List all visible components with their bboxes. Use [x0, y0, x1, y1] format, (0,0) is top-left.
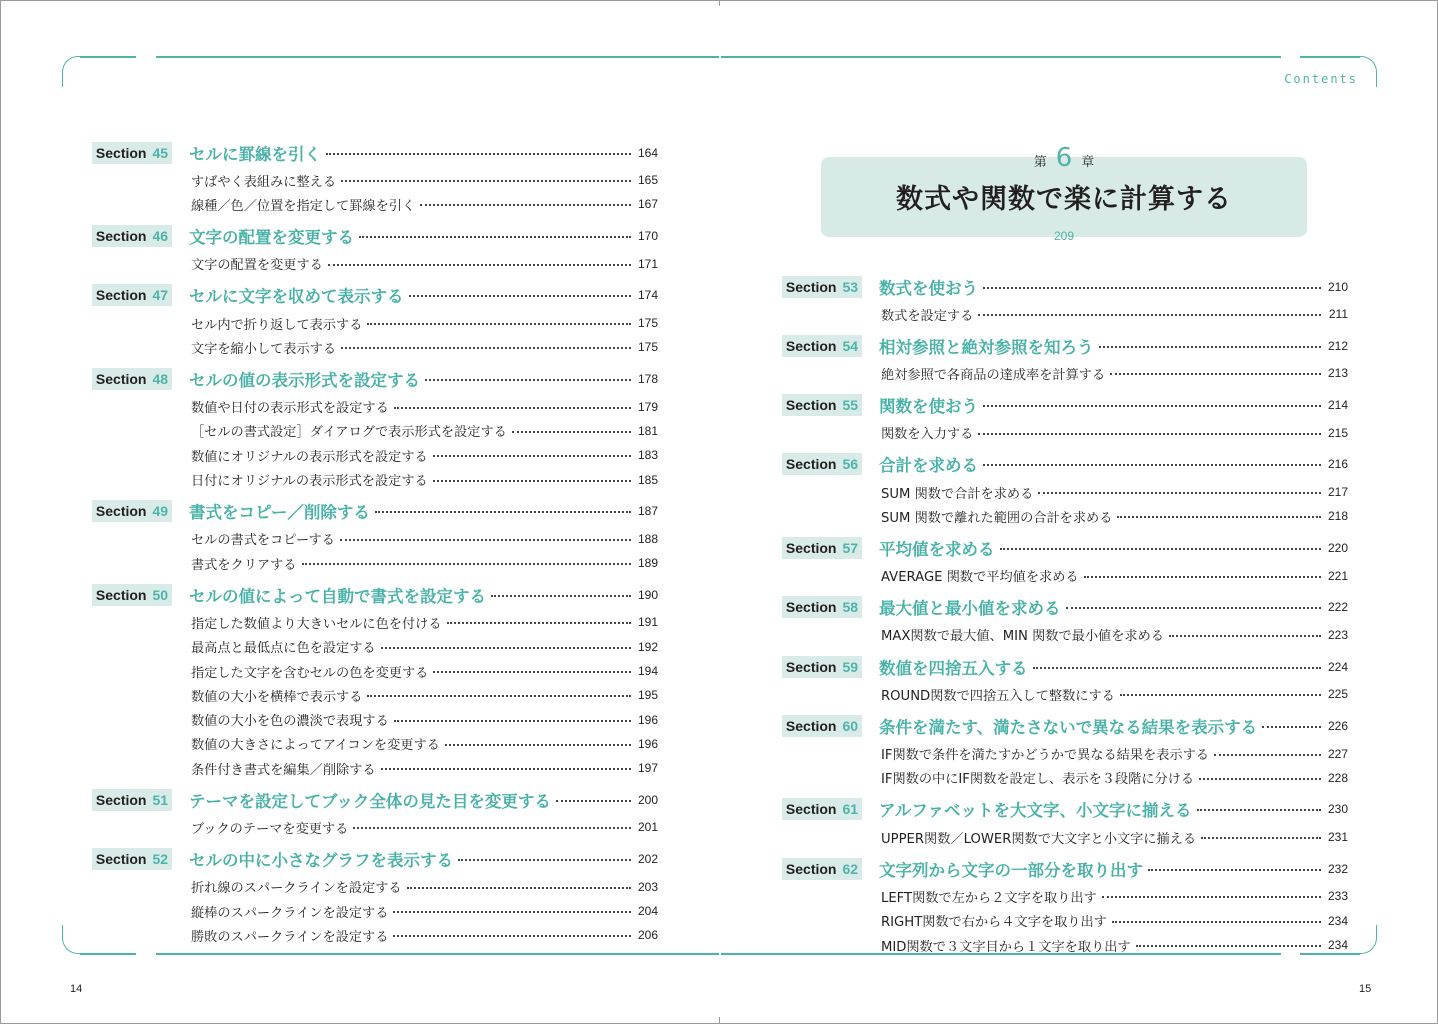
- corner-top-left: [62, 56, 89, 87]
- section-number: 45: [152, 144, 169, 161]
- item-page: 204: [637, 904, 658, 919]
- item-page: 188: [637, 531, 658, 546]
- dot-leader: [1199, 778, 1321, 780]
- toc-item-row[interactable]: [782, 682, 1348, 706]
- toc-item-row[interactable]: [782, 741, 1348, 765]
- item-page: 211: [1328, 307, 1348, 322]
- section-badge: [782, 335, 862, 357]
- toc-item-row[interactable]: [782, 563, 1348, 587]
- toc-section-row[interactable]: [92, 363, 658, 394]
- section-title: 合計を求める: [879, 456, 978, 476]
- item-title: 勝敗のスパークラインを設定する: [191, 929, 389, 945]
- dot-leader: [341, 180, 631, 182]
- section-page: 232: [1327, 861, 1348, 876]
- section-number: 46: [152, 228, 169, 245]
- section-page: 178: [637, 371, 658, 386]
- section-page: 210: [1327, 279, 1348, 294]
- bottom-rule-left-short: [80, 953, 136, 955]
- dot-leader: [393, 935, 631, 937]
- dot-leader: [433, 455, 631, 457]
- dot-leader: [359, 236, 631, 238]
- section-title: 数式を使おう: [879, 278, 978, 298]
- top-rule-left-short: [80, 56, 136, 58]
- item-page: 175: [637, 316, 658, 331]
- section-word: Section: [785, 397, 837, 414]
- section-badge: [92, 284, 172, 306]
- toc-item-row[interactable]: [92, 335, 658, 359]
- toc-item-row[interactable]: [92, 923, 658, 947]
- section-badge: [92, 142, 172, 164]
- section-number: 55: [842, 397, 859, 414]
- dot-leader: [394, 720, 631, 722]
- item-page: 225: [1327, 687, 1348, 702]
- item-page: 165: [637, 173, 658, 188]
- item-title: ROUND関数で四捨五入して整数にする: [881, 688, 1115, 704]
- dot-leader: [983, 405, 1321, 407]
- toc-section-row[interactable]: [782, 271, 1348, 302]
- section-page: 222: [1327, 600, 1348, 615]
- toc-item-row[interactable]: [782, 623, 1348, 647]
- item-title: すばやく表組みに整える: [191, 174, 337, 190]
- section-page: 164: [637, 145, 658, 160]
- section-word: Section: [785, 658, 837, 675]
- item-title: 日付にオリジナルの表示形式を設定する: [191, 474, 428, 490]
- section-number: 58: [842, 599, 859, 616]
- item-page: 233: [1327, 889, 1348, 904]
- item-page: 223: [1327, 627, 1348, 642]
- toc-item-row[interactable]: [782, 361, 1348, 385]
- dot-leader: [407, 887, 631, 889]
- item-title: 最高点と最低点に色を設定する: [191, 641, 376, 657]
- section-page: 220: [1327, 540, 1348, 555]
- item-title: 数式を設定する: [881, 308, 974, 324]
- item-title: MID関数で３文字目から１文字を取り出す: [881, 939, 1131, 955]
- toc-item-row[interactable]: [92, 168, 658, 192]
- section-title: 最大値と最小値を求める: [879, 599, 1061, 619]
- dot-leader: [1197, 809, 1321, 811]
- dot-leader: [1201, 837, 1321, 839]
- dot-leader: [491, 595, 631, 597]
- item-page: 227: [1327, 746, 1348, 761]
- chapter-label: [821, 143, 1307, 173]
- page-number-left: 14: [70, 983, 83, 995]
- dot-leader: [433, 480, 631, 482]
- section-word: Section: [785, 599, 837, 616]
- item-page: 179: [637, 399, 658, 414]
- section-title: テーマを設定してブック全体の見た目を変更する: [189, 791, 551, 811]
- section-page: 200: [637, 792, 658, 807]
- item-title: MAX関数で最大値、MIN 関数で最小値を求める: [881, 629, 1164, 645]
- section-number: 47: [152, 287, 169, 304]
- item-title: 文字を縮小して表示する: [191, 341, 337, 357]
- section-number: 51: [152, 791, 169, 808]
- toc-item-row[interactable]: [92, 419, 658, 443]
- section-badge: [92, 584, 172, 606]
- section-word: Section: [785, 278, 837, 295]
- toc-item-row[interactable]: [92, 659, 658, 683]
- dot-leader: [1136, 945, 1321, 947]
- page-number-right: 15: [1359, 983, 1372, 995]
- toc-section-row[interactable]: [782, 592, 1348, 623]
- chapter-title: 数式や関数で楽に計算する: [896, 184, 1232, 215]
- item-title: IF関数で条件を満たすかどうかで異なる結果を表示する: [881, 748, 1209, 764]
- dot-leader: [409, 295, 632, 297]
- item-title: UPPER関数／LOWER関数で大文字と小文字に揃える: [881, 831, 1197, 847]
- section-badge: [782, 596, 862, 618]
- dot-leader: [367, 695, 631, 697]
- toc-item-row[interactable]: [782, 480, 1348, 504]
- section-badge: [92, 848, 172, 870]
- dot-leader: [1033, 667, 1322, 669]
- toc-item-row[interactable]: [782, 504, 1348, 528]
- section-number: 56: [842, 456, 859, 473]
- toc-item-row[interactable]: [782, 766, 1348, 790]
- toc-section-row[interactable]: [782, 710, 1348, 741]
- section-title: セルに文字を収めて表示する: [189, 287, 404, 307]
- toc-left-column: [92, 137, 658, 948]
- toc-item-row[interactable]: [782, 421, 1348, 445]
- section-number: 57: [842, 539, 859, 556]
- dot-leader: [447, 622, 631, 624]
- section-number: 54: [842, 337, 859, 354]
- toc-section-row[interactable]: [92, 496, 658, 527]
- section-badge: [782, 276, 862, 298]
- dot-leader: [1112, 921, 1321, 923]
- item-page: 234: [1327, 913, 1348, 928]
- item-page: 201: [637, 820, 658, 835]
- dot-leader: [340, 539, 631, 541]
- toc-item-row[interactable]: [92, 635, 658, 659]
- section-title: 相対参照と絶対参照を知ろう: [879, 337, 1094, 357]
- section-badge: [782, 858, 862, 880]
- item-title: ブックのテーマを変更する: [191, 821, 349, 837]
- item-page: 194: [637, 664, 658, 678]
- section-page: 170: [637, 229, 658, 244]
- dot-leader: [1117, 516, 1321, 518]
- item-page: 181: [637, 423, 658, 438]
- item-title: 絶対参照で各商品の達成率を計算する: [881, 367, 1106, 383]
- toc-item-row[interactable]: [782, 933, 1348, 957]
- section-badge: [782, 798, 862, 820]
- toc-item-row[interactable]: [92, 732, 658, 756]
- toc-section-row[interactable]: [782, 651, 1348, 682]
- toc-section-row[interactable]: [782, 853, 1348, 884]
- section-badge: [782, 537, 862, 559]
- section-word: Section: [785, 539, 837, 556]
- item-title: 数値や日付の表示形式を設定する: [191, 401, 389, 417]
- item-page: 206: [637, 928, 658, 943]
- dot-leader: [1084, 576, 1321, 578]
- toc-item-row[interactable]: [92, 875, 658, 899]
- toc-item-row[interactable]: [92, 683, 658, 707]
- item-title: SUM 関数で離れた範囲の合計を求める: [881, 510, 1113, 526]
- toc-item-row[interactable]: [92, 527, 658, 551]
- dot-leader: [983, 287, 1321, 289]
- item-title: 書式をクリアする: [191, 557, 297, 573]
- item-title: AVERAGE 関数で平均値を求める: [881, 570, 1079, 586]
- item-page: 221: [1327, 568, 1348, 583]
- item-title: LEFT関数で左から２文字を取り出す: [881, 890, 1097, 906]
- section-badge: [92, 368, 172, 390]
- dot-leader: [394, 407, 631, 409]
- toc-section-row[interactable]: [782, 449, 1348, 480]
- item-title: ［セルの書式設定］ダイアログで表示形式を設定する: [191, 425, 507, 441]
- toc-section-row[interactable]: [782, 794, 1348, 825]
- toc-item-row[interactable]: [92, 551, 658, 575]
- item-title: 縦棒のスパークラインを設定する: [191, 905, 389, 921]
- toc-item-row[interactable]: [92, 311, 658, 335]
- toc-item-row[interactable]: [782, 302, 1348, 326]
- dot-leader: [1038, 492, 1321, 494]
- item-page: 185: [637, 472, 658, 487]
- item-page: 203: [637, 879, 658, 894]
- item-title: セルの書式をコピーする: [191, 533, 335, 549]
- dot-leader: [1102, 896, 1321, 898]
- item-title: 数値にオリジナルの表示形式を設定する: [191, 449, 428, 465]
- item-title: 関数を入力する: [881, 427, 974, 443]
- dot-leader: [381, 647, 631, 649]
- toc-section-row[interactable]: [782, 532, 1348, 563]
- dot-leader: [326, 153, 631, 155]
- section-title: セルの値によって自動で書式を設定する: [189, 586, 486, 606]
- toc-right-column: [782, 271, 1348, 957]
- item-page: 215: [1327, 425, 1348, 440]
- dot-leader: [381, 768, 631, 770]
- item-title: RIGHT関数で右から４文字を取り出す: [881, 915, 1107, 931]
- toc-item-row[interactable]: [92, 252, 658, 276]
- toc-item-row[interactable]: [782, 884, 1348, 908]
- item-page: 183: [637, 448, 658, 463]
- section-badge: [782, 715, 862, 737]
- section-title: 文字列から文字の一部分を取り出す: [879, 860, 1143, 880]
- dot-leader: [393, 911, 631, 913]
- dot-leader: [1000, 548, 1322, 550]
- chapter-number: 6: [1055, 143, 1073, 173]
- item-title: 数値の大きさによってアイコンを変更する: [191, 738, 440, 754]
- dot-leader: [458, 859, 631, 861]
- toc-item-row[interactable]: [92, 443, 658, 467]
- dot-leader: [1169, 635, 1321, 637]
- item-title: IF関数の中にIF関数を設定し、表示を３段階に分ける: [881, 772, 1195, 788]
- toc-item-row[interactable]: [782, 909, 1348, 933]
- toc-section-row[interactable]: [92, 784, 658, 815]
- section-word: Section: [95, 370, 147, 387]
- item-title: セル内で折り返して表示する: [191, 317, 363, 333]
- item-title: 線種／色／位置を指定して罫線を引く: [191, 198, 416, 214]
- section-number: 48: [152, 370, 169, 387]
- item-page: 218: [1327, 509, 1348, 524]
- section-page: 216: [1327, 457, 1348, 472]
- dot-leader: [983, 464, 1321, 466]
- section-title: セルの中に小さなグラフを表示する: [189, 851, 453, 871]
- toc-section-row[interactable]: [92, 579, 658, 610]
- item-page: 192: [637, 639, 658, 654]
- item-page: 167: [637, 197, 658, 212]
- dot-leader: [353, 827, 631, 829]
- dot-leader: [978, 433, 1321, 435]
- section-word: Section: [95, 851, 147, 868]
- dot-leader: [1120, 694, 1321, 696]
- dot-leader: [978, 314, 1321, 316]
- section-title: 条件を満たす、満たさないで異なる結果を表示する: [879, 717, 1258, 737]
- item-page: 189: [637, 556, 658, 571]
- section-badge: [92, 225, 172, 247]
- dot-leader: [425, 379, 631, 381]
- crop-mark-top: [719, 0, 720, 6]
- dot-leader: [445, 744, 631, 746]
- section-number: 61: [842, 801, 859, 818]
- toc-item-row[interactable]: [92, 467, 658, 491]
- section-number: 62: [842, 860, 859, 877]
- section-word: Section: [95, 287, 147, 304]
- section-title: セルに罫線を引く: [189, 144, 321, 164]
- item-page: 196: [637, 712, 658, 727]
- item-title: 文字の配置を変更する: [191, 258, 323, 274]
- dot-leader: [328, 264, 631, 266]
- toc-section-row[interactable]: [92, 280, 658, 311]
- item-page: 195: [637, 688, 658, 703]
- dot-leader: [420, 204, 631, 206]
- section-badge: [782, 453, 862, 475]
- dot-leader: [367, 323, 631, 325]
- section-number: 60: [842, 717, 859, 734]
- toc-item-row[interactable]: [92, 756, 658, 780]
- section-page: 202: [637, 852, 658, 867]
- section-number: 49: [152, 503, 169, 520]
- item-title: 数値の大小を色の濃淡で表現する: [191, 714, 389, 730]
- section-number: 52: [152, 851, 169, 868]
- toc-section-row[interactable]: [92, 221, 658, 252]
- top-rule-right: [721, 56, 1281, 58]
- section-title: セルの値の表示形式を設定する: [189, 370, 420, 390]
- section-number: 50: [152, 586, 169, 603]
- section-word: Section: [785, 801, 837, 818]
- section-badge: [782, 656, 862, 678]
- section-badge: [92, 500, 172, 522]
- dot-leader: [512, 431, 631, 433]
- contents-header: Contents: [1284, 72, 1358, 86]
- dot-leader: [1214, 754, 1321, 756]
- dot-leader: [341, 347, 631, 349]
- dot-leader: [1066, 607, 1322, 609]
- dot-leader: [1099, 346, 1322, 348]
- item-page: 197: [637, 761, 658, 776]
- section-badge: [782, 394, 862, 416]
- toc-item-row[interactable]: [782, 825, 1348, 849]
- item-title: 折れ線のスパークラインを設定する: [191, 881, 402, 897]
- dot-leader: [375, 511, 631, 513]
- chapter-prefix: 第: [1033, 155, 1047, 170]
- section-word: Section: [95, 791, 147, 808]
- dot-leader: [1148, 869, 1321, 871]
- item-page: 217: [1327, 485, 1348, 500]
- section-page: 174: [637, 288, 658, 303]
- item-title: 条件付き書式を編集／削除する: [191, 762, 376, 778]
- toc-section-row[interactable]: [92, 844, 658, 875]
- section-title: 数値を四捨五入する: [879, 658, 1028, 678]
- section-number: 53: [842, 278, 859, 295]
- section-word: Section: [785, 717, 837, 734]
- section-page: 187: [637, 504, 658, 519]
- section-title: 平均値を求める: [879, 539, 995, 559]
- chapter-banner: [821, 143, 1307, 243]
- item-title: 指定した数値より大きいセルに色を付ける: [191, 616, 442, 632]
- section-title: アルファベットを大文字、小文字に揃える: [879, 801, 1192, 821]
- toc-item-row[interactable]: [92, 707, 658, 731]
- section-word: Section: [785, 337, 837, 354]
- section-page: 190: [637, 587, 658, 602]
- item-title: SUM 関数で合計を求める: [881, 486, 1034, 502]
- item-page: 228: [1327, 770, 1348, 785]
- section-page: 224: [1327, 659, 1348, 674]
- dot-leader: [1110, 373, 1321, 375]
- toc-section-row[interactable]: [92, 137, 658, 168]
- item-title: 数値の大小を横棒で表示する: [191, 689, 363, 705]
- section-word: Section: [785, 456, 837, 473]
- dot-leader: [433, 671, 631, 673]
- top-rule-left: [156, 56, 719, 58]
- item-page: 234: [1327, 938, 1348, 952]
- section-word: Section: [785, 860, 837, 877]
- toc-item-row[interactable]: [92, 610, 658, 634]
- bottom-rule-left: [156, 953, 719, 955]
- section-number: 59: [842, 658, 859, 675]
- crop-mark-bottom: [719, 1017, 720, 1023]
- toc-item-row[interactable]: [92, 394, 658, 418]
- section-word: Section: [95, 144, 147, 161]
- section-title: 書式をコピー／削除する: [189, 503, 370, 523]
- toc-section-row[interactable]: [782, 330, 1348, 361]
- item-page: 175: [637, 340, 658, 355]
- item-page: 213: [1327, 366, 1348, 381]
- dot-leader: [556, 800, 631, 802]
- item-title: 指定した文字を含むセルの色を変更する: [191, 665, 429, 681]
- corner-bottom-left: [62, 925, 89, 954]
- toc-section-row[interactable]: [782, 390, 1348, 421]
- item-page: 196: [637, 736, 658, 751]
- item-page: 191: [637, 615, 658, 630]
- section-page: 226: [1327, 718, 1348, 733]
- toc-item-row[interactable]: [92, 192, 658, 216]
- chapter-page: 209: [1053, 229, 1075, 243]
- top-rule-right-short: [1300, 56, 1360, 58]
- section-badge: [92, 789, 172, 811]
- item-page: 231: [1327, 830, 1348, 845]
- section-page: 230: [1327, 802, 1348, 817]
- toc-item-row[interactable]: [92, 815, 658, 839]
- section-title: 関数を使おう: [879, 397, 978, 417]
- item-page: 171: [637, 256, 658, 271]
- dot-leader: [302, 563, 632, 565]
- section-title: 文字の配置を変更する: [189, 228, 354, 248]
- section-word: Section: [95, 228, 147, 245]
- toc-item-row[interactable]: [92, 899, 658, 923]
- section-page: 214: [1327, 398, 1348, 413]
- dot-leader: [1262, 726, 1321, 728]
- section-word: Section: [95, 586, 147, 603]
- chapter-suffix: 章: [1081, 155, 1095, 170]
- section-page: 212: [1327, 338, 1348, 353]
- section-word: Section: [95, 503, 147, 520]
